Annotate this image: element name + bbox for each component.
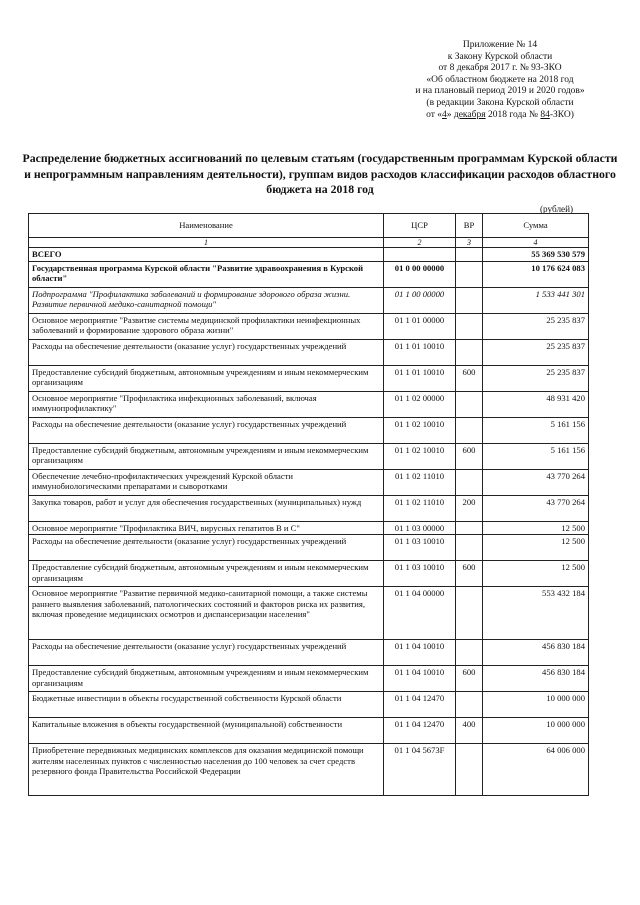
table-row bbox=[29, 469, 589, 495]
table-row bbox=[29, 692, 589, 718]
row-vr bbox=[456, 521, 483, 535]
row-name: Основное мероприятие "Развитие системы медицинской профилактики неинфекционных заболеваний и формирование здорового образа жизни" bbox=[29, 313, 384, 339]
row-name: Расходы на обеспечение деятельности (оказание услуг) государственных учреждений bbox=[29, 339, 384, 365]
row-sum: 25 235 837 bbox=[483, 313, 589, 339]
budget-table bbox=[28, 213, 589, 796]
row-sum: 5 161 156 bbox=[483, 443, 589, 469]
header-csr: ЦСР bbox=[384, 214, 456, 238]
row-vr bbox=[456, 640, 483, 666]
table-row bbox=[29, 561, 589, 587]
row-name: Предоставление субсидий бюджетным, автономным учреждениям и иным некоммерческим организациям bbox=[29, 365, 384, 391]
row-csr: 01 1 04 10010 bbox=[384, 666, 456, 692]
units-label: (рублей) bbox=[540, 204, 574, 214]
row-sum: 456 830 184 bbox=[483, 640, 589, 666]
row-name: Обеспечение лечебно-профилактических учреждений Курской области иммунобиологическими препаратами и сыворотками bbox=[29, 469, 384, 495]
row-sum: 12 500 bbox=[483, 521, 589, 535]
row-name: Расходы на обеспечение деятельности (оказание услуг) государственных учреждений bbox=[29, 535, 384, 561]
amendment-prefix: от « bbox=[426, 109, 442, 120]
row-name: Расходы на обеспечение деятельности (оказание услуг) государственных учреждений bbox=[29, 640, 384, 666]
row-sum: 55 369 530 579 bbox=[483, 248, 589, 262]
row-name: Предоставление субсидий бюджетным, автономным учреждениям и иным некоммерческим организациям bbox=[29, 443, 384, 469]
header-line: (в редакции Закона Курской области bbox=[426, 97, 574, 108]
table-row bbox=[29, 521, 589, 535]
row-csr: 01 1 02 10010 bbox=[384, 417, 456, 443]
row-sum: 456 830 184 bbox=[483, 666, 589, 692]
header-amendment-line bbox=[405, 110, 595, 122]
row-vr bbox=[456, 587, 483, 640]
row-name: Основное мероприятие "Профилактика ВИЧ, вирусных гепатитов В и С" bbox=[29, 521, 384, 535]
document-title: Распределение бюджетных ассигнований по целевым статьям (государственным программам Курской области и непрограммным направлениям деятельности), группам видов расходов классификации расходов областного бюджета на 2018 год bbox=[22, 151, 618, 196]
row-csr: 01 0 00 00000 bbox=[384, 261, 456, 287]
header-line: Приложение № 14 bbox=[462, 40, 538, 50]
row-sum: 25 235 837 bbox=[483, 339, 589, 365]
amendment-suffix: -ЗКО) bbox=[549, 109, 574, 120]
row-csr: 01 1 04 00000 bbox=[384, 587, 456, 640]
row-sum: 48 931 420 bbox=[483, 391, 589, 417]
row-name: Подпрограмма "Профилактика заболеваний и формирование здорового образа жизни. Развитие первичной медико-санитарной помощи" bbox=[29, 287, 384, 313]
table-row bbox=[29, 666, 589, 692]
row-name: Закупка товаров, работ и услуг для обеспечения государственных (муниципальных) нужд bbox=[29, 495, 384, 521]
table-row bbox=[29, 248, 589, 262]
table-row bbox=[29, 313, 589, 339]
table-row bbox=[29, 365, 589, 391]
header-name: Наименование bbox=[29, 214, 384, 238]
row-vr: 400 bbox=[456, 718, 483, 744]
header-line: «Об областном бюджете на 2018 год bbox=[426, 74, 574, 85]
row-vr: 600 bbox=[456, 666, 483, 692]
row-csr: 01 1 01 10010 bbox=[384, 339, 456, 365]
row-csr: 01 1 01 10010 bbox=[384, 365, 456, 391]
amendment-number: 84 bbox=[540, 109, 550, 120]
amendment-month: декабря bbox=[453, 109, 486, 120]
row-sum: 12 500 bbox=[483, 561, 589, 587]
row-name: Основное мероприятие "Профилактика инфекционных заболеваний, включая иммунопрофилактику" bbox=[29, 391, 384, 417]
row-vr bbox=[456, 248, 483, 262]
table-row bbox=[29, 391, 589, 417]
header-vr: ВР bbox=[456, 214, 483, 238]
table-row bbox=[29, 744, 589, 796]
row-csr: 01 1 02 00000 bbox=[384, 391, 456, 417]
document-header bbox=[405, 40, 595, 121]
row-csr: 01 1 04 5673F bbox=[384, 744, 456, 796]
table-row bbox=[29, 587, 589, 640]
row-vr: 600 bbox=[456, 365, 483, 391]
row-name: Основное мероприятие "Развитие первичной медико-санитарной помощи, а также системы раннего выявления заболеваний, патологических состояний и факторов риска их развития, включая проведение медицинских осмотров и диспансеризации населения" bbox=[29, 587, 384, 640]
row-name: Расходы на обеспечение деятельности (оказание услуг) государственных учреждений bbox=[29, 417, 384, 443]
row-name: Государственная программа Курской области "Развитие здравоохранения в Курской области" bbox=[29, 261, 384, 287]
row-vr bbox=[456, 339, 483, 365]
row-vr: 200 bbox=[456, 495, 483, 521]
row-csr: 01 1 02 11010 bbox=[384, 469, 456, 495]
row-csr: 01 1 02 10010 bbox=[384, 443, 456, 469]
row-sum: 553 432 184 bbox=[483, 587, 589, 640]
row-csr: 01 1 01 00000 bbox=[384, 313, 456, 339]
row-name: Предоставление субсидий бюджетным, автономным учреждениям и иным некоммерческим организациям bbox=[29, 666, 384, 692]
row-sum: 43 770 264 bbox=[483, 495, 589, 521]
row-csr: 01 1 02 11010 bbox=[384, 495, 456, 521]
table-row bbox=[29, 640, 589, 666]
row-vr bbox=[456, 391, 483, 417]
table-row bbox=[29, 495, 589, 521]
row-name: Капитальные вложения в объекты государственной (муниципальной) собственности bbox=[29, 718, 384, 744]
amendment-mid2: 2018 года № bbox=[485, 109, 541, 120]
row-vr: 600 bbox=[456, 443, 483, 469]
header-sum: Сумма bbox=[483, 214, 589, 238]
row-sum: 43 770 264 bbox=[483, 469, 589, 495]
row-csr: 01 1 04 12470 bbox=[384, 718, 456, 744]
row-sum: 25 235 837 bbox=[483, 365, 589, 391]
row-csr: 01 1 03 10010 bbox=[384, 561, 456, 587]
row-vr bbox=[456, 744, 483, 796]
row-vr bbox=[456, 469, 483, 495]
amendment-day: 4 bbox=[442, 109, 447, 120]
row-csr: 01 1 04 12470 bbox=[384, 692, 456, 718]
table-row bbox=[29, 261, 589, 287]
row-vr bbox=[456, 261, 483, 287]
row-csr bbox=[384, 248, 456, 262]
row-csr: 01 1 00 00000 bbox=[384, 287, 456, 313]
row-sum: 10 000 000 bbox=[483, 692, 589, 718]
header-line: от 8 декабря 2017 г. № 93-ЗКО bbox=[438, 63, 562, 74]
table-row bbox=[29, 535, 589, 561]
column-number: 1 bbox=[29, 238, 384, 248]
row-sum: 5 161 156 bbox=[483, 417, 589, 443]
row-name: Приобретение передвижных медицинских комплексов для оказания медицинской помощи жителям населенных пунктов с численностью населения до 100 человек за счет средств резервного фонда Правительства Российской Федерации bbox=[29, 744, 384, 796]
header-line: к Закону Курской области bbox=[447, 51, 553, 62]
column-number: 3 bbox=[456, 238, 483, 248]
row-csr: 01 1 04 10010 bbox=[384, 640, 456, 666]
table-row bbox=[29, 443, 589, 469]
row-name: ВСЕГО bbox=[29, 248, 384, 262]
table-body bbox=[29, 248, 589, 796]
column-number: 2 bbox=[384, 238, 456, 248]
row-vr bbox=[456, 535, 483, 561]
row-sum: 64 006 000 bbox=[483, 744, 589, 796]
row-sum: 1 533 441 301 bbox=[483, 287, 589, 313]
row-vr bbox=[456, 417, 483, 443]
row-sum: 10 000 000 bbox=[483, 718, 589, 744]
row-vr bbox=[456, 692, 483, 718]
row-vr bbox=[456, 287, 483, 313]
table-row bbox=[29, 417, 589, 443]
row-sum: 12 500 bbox=[483, 535, 589, 561]
row-name: Предоставление субсидий бюджетным, автономным учреждениям и иным некоммерческим организациям bbox=[29, 561, 384, 587]
table-row bbox=[29, 339, 589, 365]
header-line: и на плановый период 2019 и 2020 годов» bbox=[415, 86, 585, 97]
row-vr: 600 bbox=[456, 561, 483, 587]
row-sum: 10 176 624 083 bbox=[483, 261, 589, 287]
row-csr: 01 1 03 00000 bbox=[384, 521, 456, 535]
column-number: 4 bbox=[483, 238, 589, 248]
amendment-mid: » bbox=[446, 109, 454, 120]
row-name: Бюджетные инвестиции в объекты государственной собственности Курской области bbox=[29, 692, 384, 718]
table-row bbox=[29, 287, 589, 313]
table-row bbox=[29, 718, 589, 744]
row-vr bbox=[456, 313, 483, 339]
row-csr: 01 1 03 10010 bbox=[384, 535, 456, 561]
